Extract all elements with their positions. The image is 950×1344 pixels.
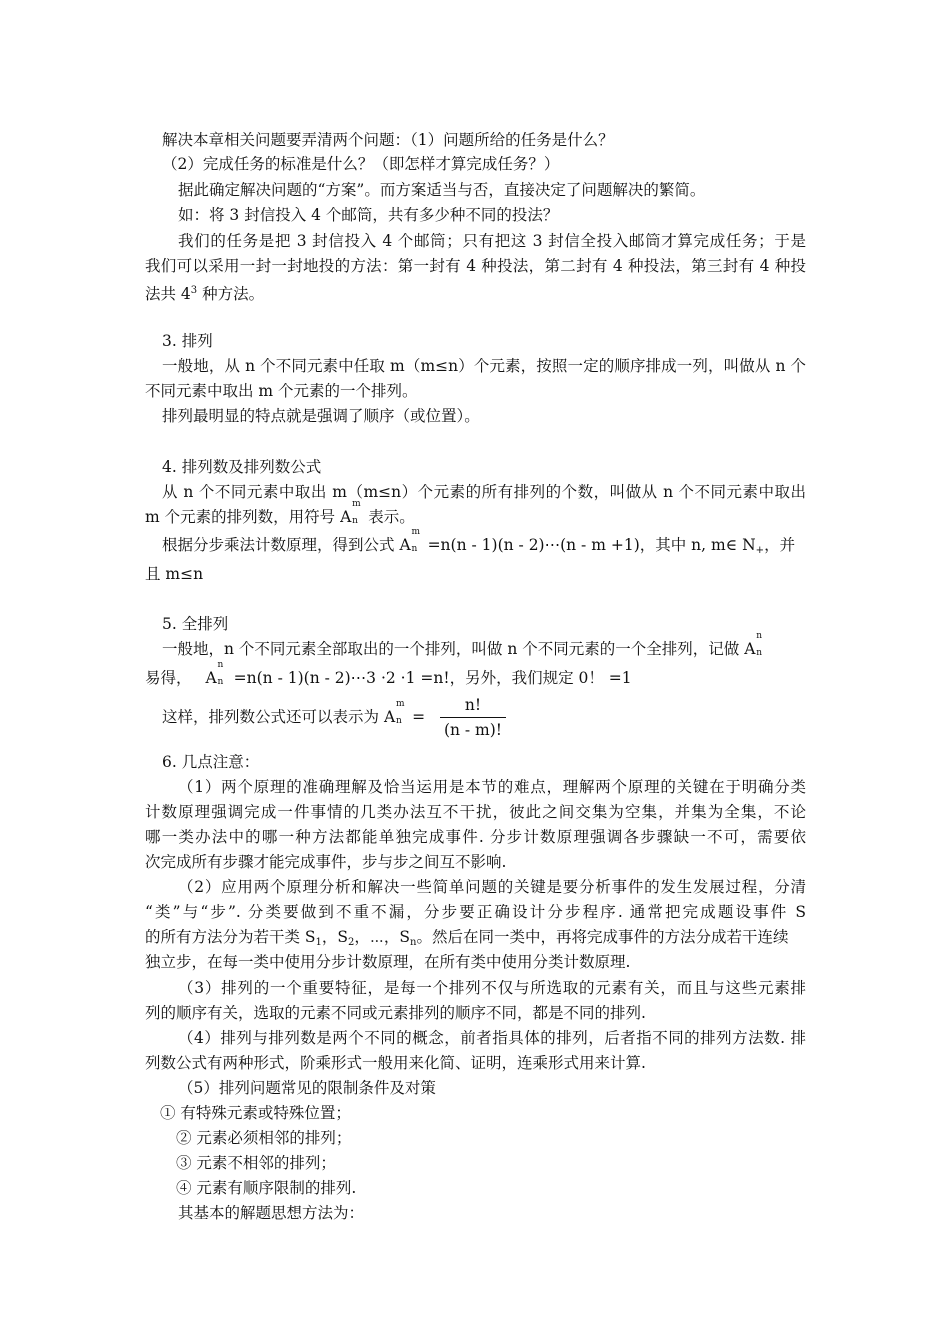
subscript: 2	[348, 937, 355, 948]
text-span: 法共 4	[145, 285, 191, 303]
text-span: 这样，排列数公式还可以表示为	[162, 708, 384, 726]
paragraph-line: 列的顺序有关，选取的元素不同或元素排列的顺序不同，都是不同的排列.	[145, 1004, 646, 1022]
factorial-fraction	[440, 694, 506, 741]
fraction-numerator: n!	[464, 696, 482, 714]
intro-line: 据此确定解决问题的“方案”。而方案适当与否，直接决定了问题解决的繁简。	[178, 181, 706, 199]
formula-text: =n(n - 1)(n - 2)⋯3 ·2 ·1 =n!，另外，我们规定 0！ =1	[228, 669, 632, 687]
paragraph-line: 次完成所有步骤才能完成事件，步与步之间互不影响.	[145, 853, 507, 871]
text-span: 根据分步乘法计数原理，得到公式	[162, 536, 400, 554]
list-item: ③ 元素不相邻的排列；	[176, 1154, 336, 1172]
permutation-symbol	[399, 527, 422, 557]
paragraph-line: 独立步，在每一类中使用分步计数原理，在所有类中使用分类计数原理.	[145, 953, 631, 971]
text-span: ，⋯，S	[354, 928, 410, 946]
symbol-letter: A	[399, 536, 411, 554]
intro-line: 我们的任务是把 3 封信投入 4 个邮筒；只有把这 3 封信全投入邮筒才算完成任务；于是	[178, 232, 806, 250]
text-span: 表示。	[363, 508, 415, 526]
symbol-letter: A	[744, 640, 756, 658]
symbol-superscript: n	[217, 660, 224, 670]
text-span: m 个元素的排列数，用符号	[145, 508, 341, 526]
symbol-superscript: m	[411, 527, 420, 537]
paragraph-line: 列数公式有两种形式，阶乘形式一般用来化简、证明，连乘形式用来计算.	[145, 1054, 646, 1072]
text-span: 一般地，n 个不同元素全部取出的一个排列，叫做 n 个不同元素的一个全排列，记做	[162, 640, 745, 658]
paragraph-line: “类”与“步”. 分类要做到不重不漏，分步要正确设计分步程序. 通常把完成题设事件 S	[145, 903, 806, 921]
permutation-symbol	[205, 660, 229, 690]
symbol-subscript: n	[352, 516, 358, 526]
intro-line: 解决本章相关问题要弄清两个问题：（1）问题所给的任务是什么？	[162, 131, 614, 149]
symbol-letter: A	[205, 669, 217, 687]
paragraph-line: （4）排列与排列数是两个不同的概念，前者指具体的排列，后者指不同的排列方法数. 排	[178, 1029, 806, 1047]
subscript: 1	[315, 937, 322, 948]
intro-line	[145, 279, 264, 306]
symbol-subscript: n	[217, 677, 224, 687]
text-span: ，S	[321, 928, 349, 946]
exponent: 3	[190, 285, 198, 296]
paragraph-line: （2）应用两个原理分析和解决一些简单问题的关键是要分析事件的发生发展过程，分清	[178, 878, 806, 896]
paragraph-line: 从 n 个不同元素中取出 m（m≤n）个元素的所有排列的个数，叫做从 n 个不同元素中取出	[162, 483, 806, 501]
paragraph-line: （5）排列问题常见的限制条件及对策	[178, 1079, 436, 1097]
symbol-subscript: n	[411, 544, 418, 554]
section-heading: 4. 排列数及排列数公式	[162, 458, 322, 476]
section-heading: 3. 排列	[162, 332, 213, 350]
symbol-letter: A	[340, 508, 352, 526]
fraction-bar	[440, 717, 506, 718]
subscript: n	[410, 937, 417, 948]
formula-line	[145, 660, 632, 690]
text-span: 的所有方法分为若干类 S	[145, 928, 316, 946]
permutation-symbol	[340, 499, 363, 529]
formula-text: =n(n - 1)(n - 2)⋯(n - m +1)，其中 n, m∈ N	[422, 536, 756, 554]
list-item: ④ 元素有顺序限制的排列.	[176, 1179, 357, 1197]
formula-line	[162, 527, 796, 563]
text-span: ，并	[764, 536, 796, 554]
intro-line: 我们可以采用一封一封地投的方法：第一封有 4 种投法，第二封有 4 种投法，第三封有 4 种投	[145, 257, 806, 275]
text-span: 。然后在同一类中，再将完成事件的方法分成若干连续	[416, 928, 789, 946]
permutation-symbol	[383, 699, 407, 729]
subscript: +	[755, 545, 765, 556]
symbol-subscript: n	[395, 716, 402, 726]
paragraph-line: 哪一类办法中的哪一种方法都能单独完成事件. 分步计数原理强调各步骤缺一不可，需要依	[145, 828, 806, 846]
fraction-denominator: (n - m)!	[443, 721, 503, 739]
paragraph-line: （3）排列的一个重要特征，是每一个排列不仅与所选取的元素有关，而且与这些元素排	[178, 979, 806, 997]
paragraph-line: 计数原理强调完成一件事情的几类办法互不干扰，彼此之间交集为空集，并集为全集，不论	[145, 803, 806, 821]
text-span: 易得，	[145, 669, 192, 687]
text-span: 种方法。	[197, 285, 265, 303]
list-item: ① 有特殊元素或特殊位置；	[160, 1104, 351, 1122]
symbol-superscript: n	[756, 631, 762, 641]
symbol-subscript: n	[756, 648, 762, 658]
list-item: ② 元素必须相邻的排列；	[176, 1129, 352, 1147]
section-heading: 6. 几点注意：	[162, 753, 260, 771]
paragraph-line: 不同元素中取出 m 个元素的一个排列。	[145, 382, 418, 400]
symbol-letter: A	[383, 708, 396, 726]
paragraph-line	[145, 499, 415, 529]
paragraph-line: 其基本的解题思想方法为：	[178, 1204, 365, 1222]
equals-sign: =	[407, 708, 426, 726]
intro-line: 如：将 3 封信投入 4 个邮筒，共有多少种不同的投法？	[178, 206, 559, 224]
intro-line: （2）完成任务的标准是什么？（即怎样才算完成任务？）	[162, 155, 560, 173]
paragraph-line: 排列最明显的特点就是强调了顺序（或位置）。	[162, 407, 480, 425]
formula-line	[162, 699, 426, 729]
paragraph-line: （1）两个原理的准确理解及恰当运用是本节的难点，理解两个原理的关键在于明确分类	[178, 778, 806, 796]
section-heading: 5. 全排列	[162, 615, 229, 633]
paragraph-line: 一般地，从 n 个不同元素中任取 m（m≤n）个元素，按照一定的顺序排成一列，叫做从 n 个	[162, 357, 806, 375]
permutation-symbol	[744, 631, 767, 661]
symbol-superscript: m	[352, 499, 361, 509]
paragraph-line: 且 m≤n	[145, 565, 204, 583]
symbol-superscript: m	[395, 699, 405, 709]
paragraph-line	[162, 631, 767, 661]
